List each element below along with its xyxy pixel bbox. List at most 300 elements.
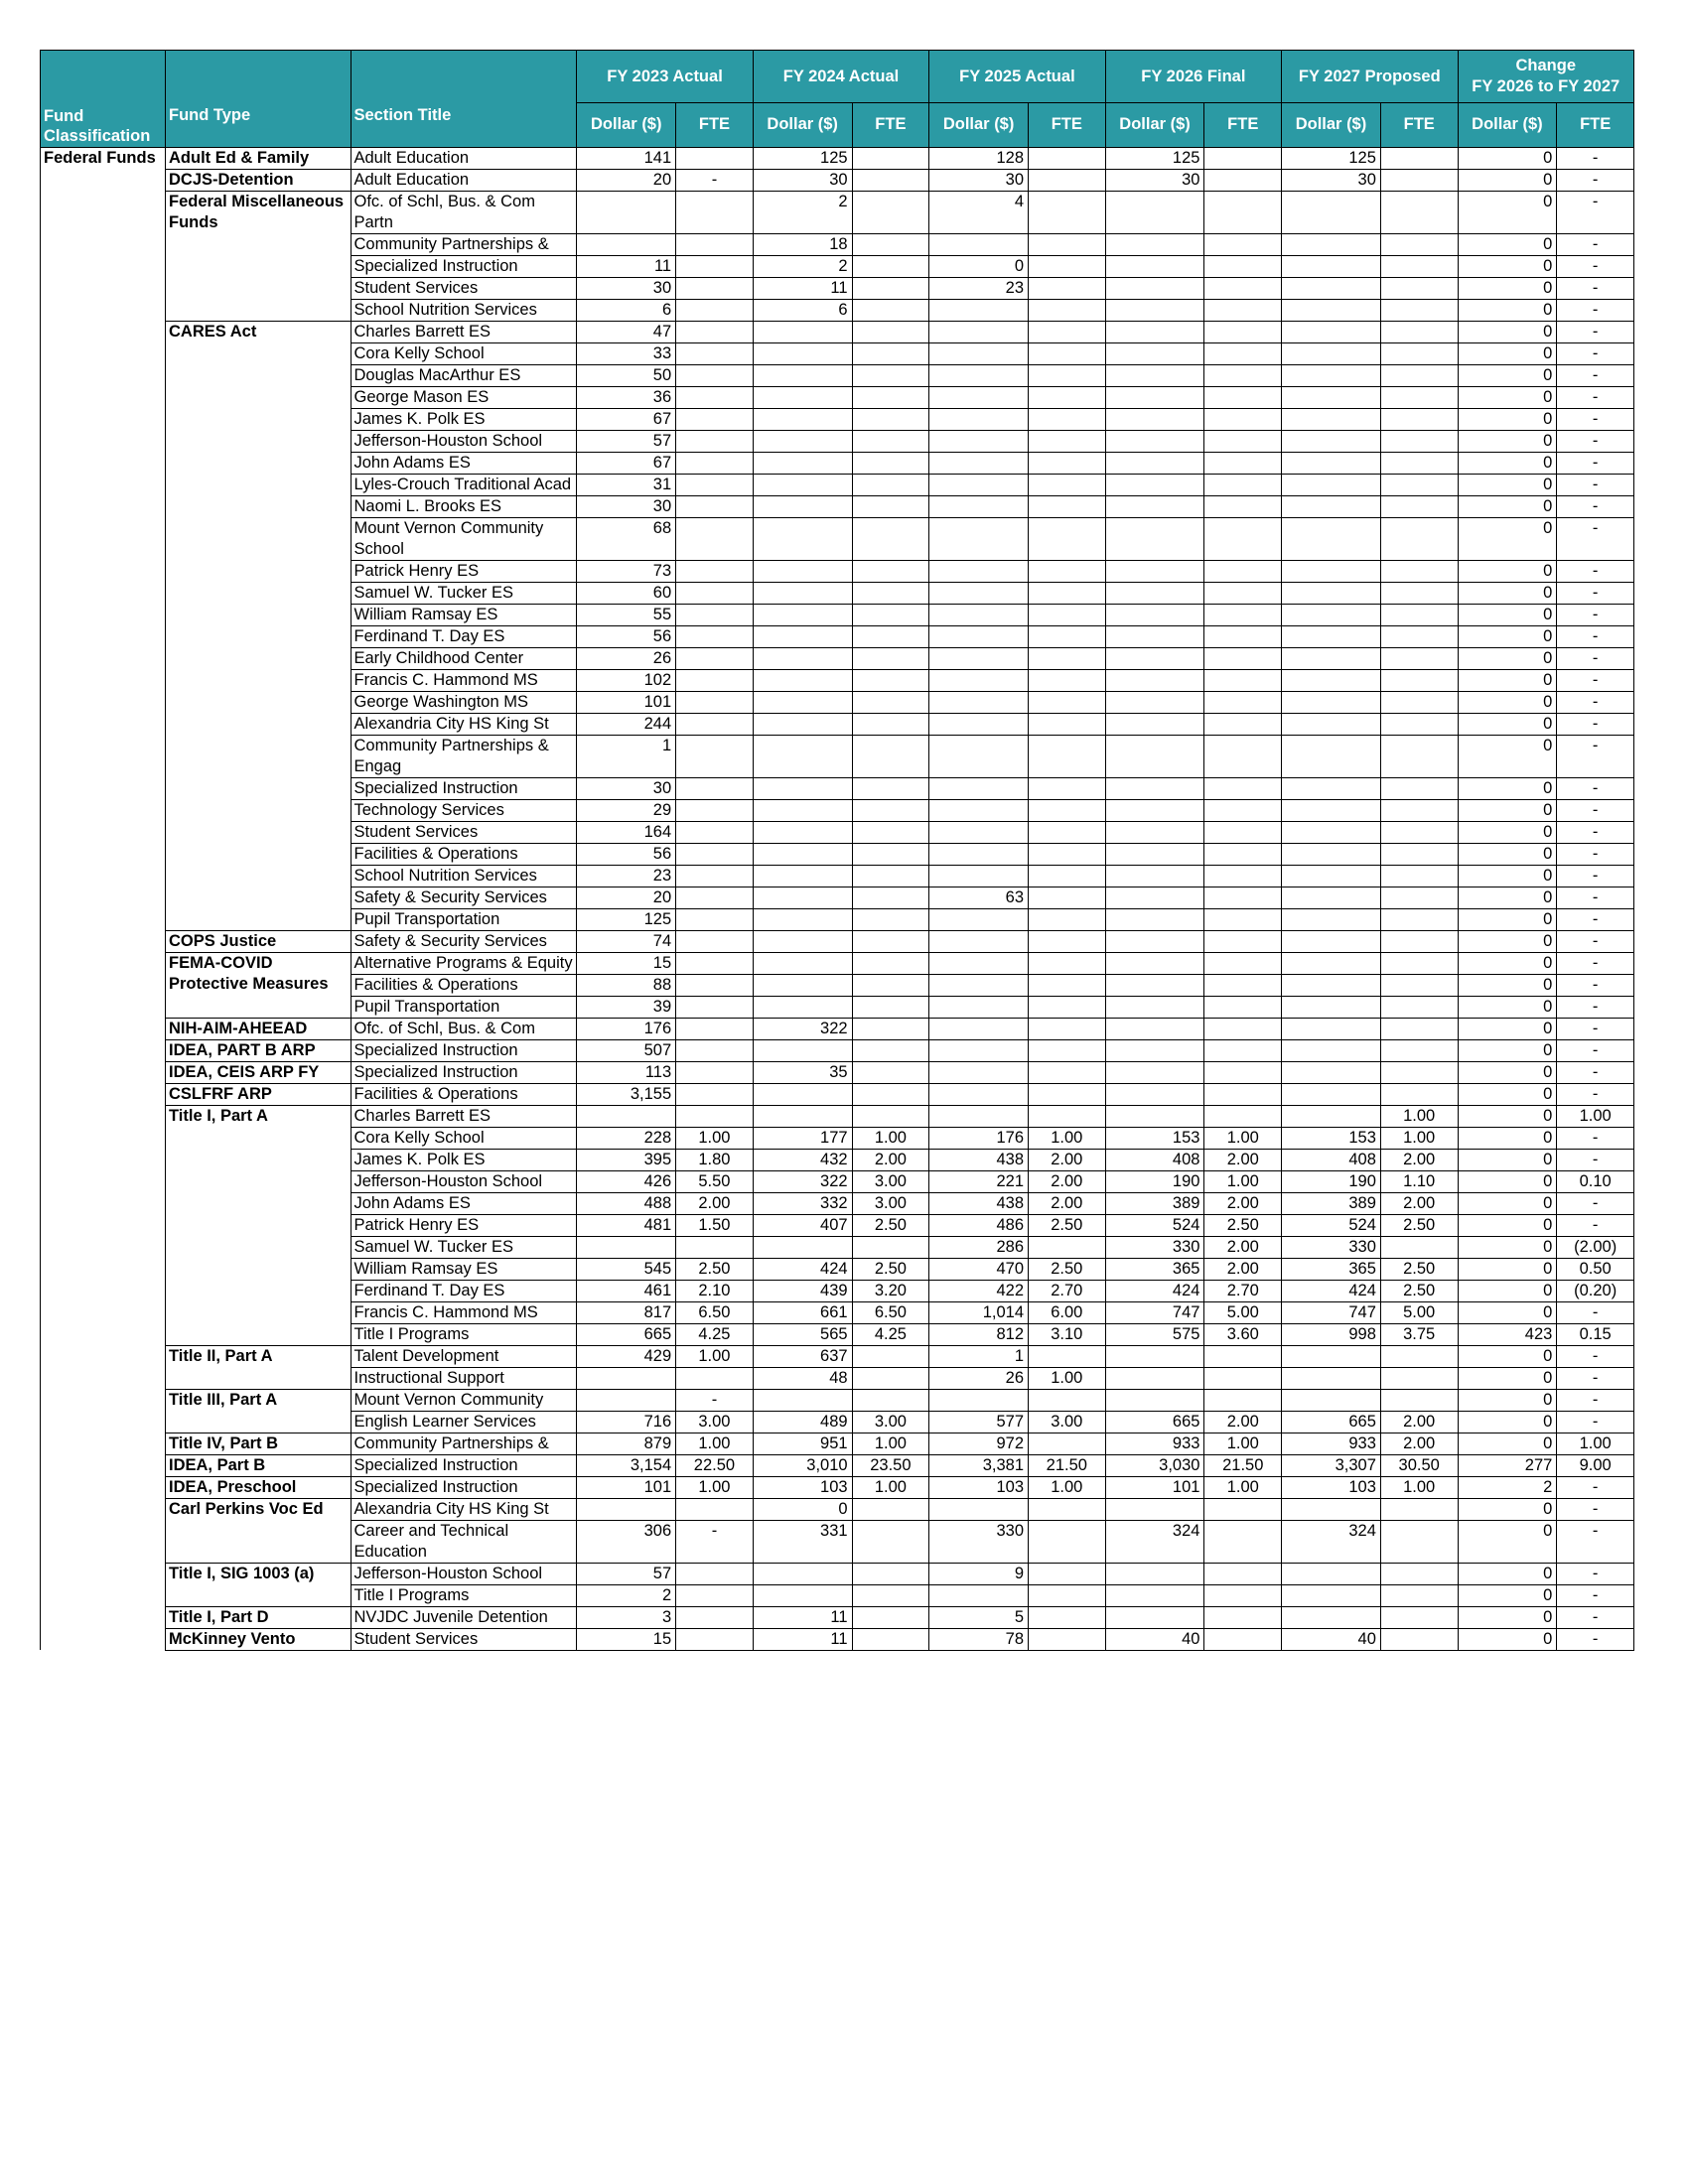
dollar-cell: 50: [577, 364, 676, 386]
dollar-cell: [1282, 321, 1381, 342]
header-fy2023: FY 2023 Actual: [577, 51, 753, 103]
fte-cell: 4.25: [852, 1323, 929, 1345]
dollar-cell: [753, 430, 852, 452]
dollar-cell: [753, 735, 852, 777]
fte-cell: [676, 321, 754, 342]
table-row: [41, 1105, 1634, 1127]
dollar-cell: [929, 1389, 1029, 1411]
dollar-cell: [753, 843, 852, 865]
dollar-cell: 15: [577, 1628, 676, 1650]
fte-cell: [676, 821, 754, 843]
dollar-cell: 23: [929, 277, 1029, 299]
section-title-cell: Cora Kelly School: [351, 1127, 577, 1149]
fte-cell: [1204, 1563, 1282, 1584]
dollar-cell: 0: [1458, 1628, 1557, 1650]
fte-cell: 1.00: [1380, 1476, 1458, 1498]
section-title-cell: Alternative Programs & Equity: [351, 952, 577, 974]
header-blank-1: [41, 51, 166, 103]
fte-cell: 3.00: [1029, 1411, 1106, 1433]
fte-cell: [676, 1018, 754, 1039]
dollar-cell: 0: [1458, 930, 1557, 952]
dollar-cell: 0: [1458, 1170, 1557, 1192]
fte-cell: -: [1557, 1083, 1634, 1105]
dollar-cell: [1282, 1584, 1381, 1606]
dollar-cell: [753, 604, 852, 625]
dollar-cell: 0: [1458, 865, 1557, 887]
fte-cell: [1029, 865, 1106, 887]
fte-cell: [676, 342, 754, 364]
fte-cell: [1204, 604, 1282, 625]
header-dollar-col: Dollar ($): [577, 103, 676, 148]
dollar-cell: 0: [1458, 996, 1557, 1018]
header-fte-col: FTE: [1029, 103, 1106, 148]
fte-cell: [1204, 843, 1282, 865]
fte-cell: [1029, 821, 1106, 843]
dollar-cell: [753, 821, 852, 843]
fte-cell: [1380, 582, 1458, 604]
dollar-cell: 0: [1458, 169, 1557, 191]
dollar-cell: 0: [1458, 1236, 1557, 1258]
fte-cell: [1204, 299, 1282, 321]
fund-type-cell: McKinney Vento: [166, 1628, 352, 1650]
fte-cell: [1380, 277, 1458, 299]
dollar-cell: 20: [577, 887, 676, 908]
dollar-cell: 228: [577, 1127, 676, 1149]
dollar-cell: 0: [753, 1498, 852, 1520]
fte-cell: [1204, 255, 1282, 277]
dollar-cell: [753, 887, 852, 908]
fund-type-cell: DCJS-Detention: [166, 169, 352, 191]
fte-cell: [1380, 865, 1458, 887]
dollar-cell: 0: [1458, 1563, 1557, 1584]
fund-type-cell: IDEA, Preschool: [166, 1476, 352, 1498]
header-dollar-col: Dollar ($): [1282, 103, 1381, 148]
dollar-cell: [577, 1236, 676, 1258]
fte-cell: [1204, 147, 1282, 169]
table-row: [41, 1345, 1634, 1367]
fte-cell: -: [1557, 799, 1634, 821]
dollar-cell: [1105, 713, 1204, 735]
table-row: [41, 952, 1634, 974]
fte-cell: [1380, 1236, 1458, 1258]
dollar-cell: [753, 408, 852, 430]
section-title-cell: Adult Education: [351, 169, 577, 191]
fte-cell: -: [1557, 713, 1634, 735]
dollar-cell: 423: [1458, 1323, 1557, 1345]
fte-cell: -: [1557, 517, 1634, 560]
dollar-cell: 661: [753, 1301, 852, 1323]
dollar-cell: [753, 560, 852, 582]
dollar-cell: 0: [929, 255, 1029, 277]
dollar-cell: 812: [929, 1323, 1029, 1345]
dollar-cell: [1282, 1345, 1381, 1367]
dollar-cell: [1282, 821, 1381, 843]
fte-cell: [676, 604, 754, 625]
dollar-cell: [929, 691, 1029, 713]
fte-cell: [1029, 1083, 1106, 1105]
fte-cell: [1029, 777, 1106, 799]
dollar-cell: 125: [753, 147, 852, 169]
fte-cell: 30.50: [1380, 1454, 1458, 1476]
header-fte-col: FTE: [1380, 103, 1458, 148]
fte-cell: [676, 452, 754, 474]
fte-cell: [1029, 342, 1106, 364]
dollar-cell: 0: [1458, 713, 1557, 735]
dollar-cell: [929, 952, 1029, 974]
dollar-cell: 6: [753, 299, 852, 321]
fte-cell: [1204, 560, 1282, 582]
dollar-cell: [1282, 799, 1381, 821]
dollar-cell: [929, 386, 1029, 408]
fte-cell: [852, 560, 929, 582]
dollar-cell: 306: [577, 1520, 676, 1563]
section-title-cell: Early Childhood Center: [351, 647, 577, 669]
dollar-cell: [1282, 865, 1381, 887]
fte-cell: 1.00: [1380, 1127, 1458, 1149]
fte-cell: -: [1557, 495, 1634, 517]
dollar-cell: 429: [577, 1345, 676, 1367]
fte-cell: 2.50: [852, 1258, 929, 1280]
header-fte-col: FTE: [852, 103, 929, 148]
fte-cell: [852, 321, 929, 342]
dollar-cell: [929, 799, 1029, 821]
dollar-cell: [1282, 1606, 1381, 1628]
dollar-cell: 0: [1458, 735, 1557, 777]
fte-cell: [676, 1105, 754, 1127]
fte-cell: 2.00: [1029, 1192, 1106, 1214]
fte-cell: [1204, 1389, 1282, 1411]
fte-cell: [1204, 974, 1282, 996]
dollar-cell: [753, 713, 852, 735]
dollar-cell: 63: [929, 887, 1029, 908]
dollar-cell: [929, 996, 1029, 1018]
fte-cell: 3.75: [1380, 1323, 1458, 1345]
dollar-cell: 0: [1458, 364, 1557, 386]
section-title-cell: Specialized Instruction: [351, 1061, 577, 1083]
fte-cell: [1204, 1061, 1282, 1083]
section-title-cell: Talent Development: [351, 1345, 577, 1367]
fte-cell: [852, 1345, 929, 1367]
fte-cell: [852, 147, 929, 169]
fte-cell: 2.00: [1204, 1192, 1282, 1214]
dollar-cell: 665: [1282, 1411, 1381, 1433]
dollar-cell: 408: [1105, 1149, 1204, 1170]
dollar-cell: [1282, 342, 1381, 364]
dollar-cell: [1105, 191, 1204, 233]
fte-cell: -: [1557, 974, 1634, 996]
fte-cell: [1204, 1628, 1282, 1650]
dollar-cell: [1282, 713, 1381, 735]
dollar-cell: [1105, 1389, 1204, 1411]
fte-cell: [1380, 386, 1458, 408]
dollar-cell: [929, 713, 1029, 735]
dollar-cell: [753, 1563, 852, 1584]
section-title-cell: George Washington MS: [351, 691, 577, 713]
fte-cell: 2.70: [1204, 1280, 1282, 1301]
dollar-cell: 125: [1282, 147, 1381, 169]
fte-cell: [1204, 1039, 1282, 1061]
fte-cell: 3.60: [1204, 1323, 1282, 1345]
dollar-cell: 0: [1458, 1345, 1557, 1367]
dollar-cell: 1,014: [929, 1301, 1029, 1323]
fte-cell: [852, 1039, 929, 1061]
dollar-cell: 817: [577, 1301, 676, 1323]
fte-cell: [676, 996, 754, 1018]
dollar-cell: 424: [753, 1258, 852, 1280]
dollar-cell: [1105, 255, 1204, 277]
fte-cell: [1204, 1584, 1282, 1606]
fte-cell: [1380, 930, 1458, 952]
fte-cell: [676, 430, 754, 452]
dollar-cell: [1105, 1367, 1204, 1389]
fte-cell: -: [1557, 1498, 1634, 1520]
fte-cell: [1380, 996, 1458, 1018]
dollar-cell: 36: [577, 386, 676, 408]
dollar-cell: [1105, 495, 1204, 517]
fte-cell: [852, 604, 929, 625]
dollar-cell: 0: [1458, 1411, 1557, 1433]
fte-cell: [676, 735, 754, 777]
header-fy2027: FY 2027 Proposed: [1282, 51, 1458, 103]
fte-cell: [1204, 191, 1282, 233]
fte-cell: [676, 930, 754, 952]
dollar-cell: 438: [929, 1192, 1029, 1214]
dollar-cell: 0: [1458, 1301, 1557, 1323]
fte-cell: 21.50: [1029, 1454, 1106, 1476]
fte-cell: [676, 799, 754, 821]
fte-cell: [676, 865, 754, 887]
fte-cell: [1380, 1520, 1458, 1563]
section-title-cell: Specialized Instruction: [351, 777, 577, 799]
fte-cell: [1029, 255, 1106, 277]
dollar-cell: [1282, 669, 1381, 691]
dollar-cell: 0: [1458, 1606, 1557, 1628]
dollar-cell: 0: [1458, 321, 1557, 342]
dollar-cell: [929, 735, 1029, 777]
fte-cell: -: [1557, 1345, 1634, 1367]
fte-cell: [1204, 777, 1282, 799]
dollar-cell: [1105, 364, 1204, 386]
fte-cell: 1.80: [676, 1149, 754, 1170]
fte-cell: [1380, 321, 1458, 342]
dollar-cell: 103: [929, 1476, 1029, 1498]
fte-cell: 1.00: [1557, 1105, 1634, 1127]
dollar-cell: [753, 321, 852, 342]
fte-cell: [1029, 277, 1106, 299]
fte-cell: [1029, 1520, 1106, 1563]
dollar-cell: [1105, 735, 1204, 777]
header-blank-3: [351, 51, 577, 103]
section-title-cell: Ofc. of Schl, Bus. & Com Partn: [351, 191, 577, 233]
dollar-cell: 998: [1282, 1323, 1381, 1345]
fte-cell: [1380, 843, 1458, 865]
fte-cell: -: [1557, 147, 1634, 169]
dollar-cell: [1282, 647, 1381, 669]
dollar-cell: [1282, 735, 1381, 777]
dollar-cell: [753, 517, 852, 560]
section-title-cell: Title I Programs: [351, 1584, 577, 1606]
dollar-cell: 20: [577, 169, 676, 191]
fte-cell: [676, 1083, 754, 1105]
dollar-cell: [1282, 474, 1381, 495]
dollar-cell: [1105, 386, 1204, 408]
fund-type-cell: COPS Justice: [166, 930, 352, 952]
fte-cell: [676, 517, 754, 560]
table-row: [41, 169, 1634, 191]
section-title-cell: Facilities & Operations: [351, 1083, 577, 1105]
dollar-cell: 103: [1282, 1476, 1381, 1498]
fte-cell: [1204, 930, 1282, 952]
section-title-cell: Student Services: [351, 1628, 577, 1650]
section-title-cell: James K. Polk ES: [351, 408, 577, 430]
fte-cell: [852, 843, 929, 865]
section-title-cell: Charles Barrett ES: [351, 1105, 577, 1127]
fte-cell: [1029, 147, 1106, 169]
section-title-cell: Jefferson-Houston School: [351, 1563, 577, 1584]
fte-cell: [1029, 386, 1106, 408]
dollar-cell: 30: [577, 495, 676, 517]
fte-cell: [852, 974, 929, 996]
dollar-cell: [1105, 930, 1204, 952]
section-title-cell: Technology Services: [351, 799, 577, 821]
fte-cell: [1029, 604, 1106, 625]
section-title-cell: Ofc. of Schl, Bus. & Com: [351, 1018, 577, 1039]
dollar-cell: [1105, 1584, 1204, 1606]
dollar-cell: 0: [1458, 843, 1557, 865]
dollar-cell: [577, 1367, 676, 1389]
dollar-cell: [753, 582, 852, 604]
fte-cell: [1380, 191, 1458, 233]
dollar-cell: 438: [929, 1149, 1029, 1170]
dollar-cell: [577, 1498, 676, 1520]
dollar-cell: [929, 430, 1029, 452]
dollar-cell: 565: [753, 1323, 852, 1345]
dollar-cell: 665: [577, 1323, 676, 1345]
fte-cell: [1204, 691, 1282, 713]
dollar-cell: 125: [1105, 147, 1204, 169]
dollar-cell: [1282, 255, 1381, 277]
dollar-cell: [1282, 843, 1381, 865]
fte-cell: [1204, 1367, 1282, 1389]
dollar-cell: 23: [577, 865, 676, 887]
dollar-cell: 0: [1458, 1433, 1557, 1454]
dollar-cell: 439: [753, 1280, 852, 1301]
dollar-cell: [929, 625, 1029, 647]
dollar-cell: 0: [1458, 1520, 1557, 1563]
table-row: [41, 1433, 1634, 1454]
fte-cell: -: [1557, 364, 1634, 386]
dollar-cell: 0: [1458, 191, 1557, 233]
dollar-cell: 507: [577, 1039, 676, 1061]
fte-cell: [852, 735, 929, 777]
fte-cell: -: [1557, 777, 1634, 799]
dollar-cell: 2: [753, 255, 852, 277]
section-title-cell: Student Services: [351, 277, 577, 299]
dollar-cell: 55: [577, 604, 676, 625]
dollar-cell: 277: [1458, 1454, 1557, 1476]
section-title-cell: Jefferson-Houston School: [351, 1170, 577, 1192]
fte-cell: 2.00: [1380, 1411, 1458, 1433]
fte-cell: [1380, 1061, 1458, 1083]
dollar-cell: 0: [1458, 474, 1557, 495]
fte-cell: [852, 386, 929, 408]
dollar-cell: [1282, 582, 1381, 604]
fte-cell: 2.70: [1029, 1280, 1106, 1301]
fte-cell: -: [1557, 1127, 1634, 1149]
fte-cell: 6.00: [1029, 1301, 1106, 1323]
fte-cell: [1380, 474, 1458, 495]
dollar-cell: 422: [929, 1280, 1029, 1301]
fte-cell: -: [1557, 1606, 1634, 1628]
dollar-cell: 3,381: [929, 1454, 1029, 1476]
dollar-cell: [1282, 386, 1381, 408]
dollar-cell: [753, 996, 852, 1018]
dollar-cell: 0: [1458, 342, 1557, 364]
dollar-cell: [929, 1083, 1029, 1105]
dollar-cell: [1105, 974, 1204, 996]
section-title-cell: Jefferson-Houston School: [351, 430, 577, 452]
dollar-cell: [1282, 1039, 1381, 1061]
fte-cell: [852, 865, 929, 887]
dollar-cell: 39: [577, 996, 676, 1018]
fte-cell: 2.50: [1380, 1258, 1458, 1280]
dollar-cell: [1105, 452, 1204, 474]
dollar-cell: 324: [1282, 1520, 1381, 1563]
fte-cell: 6.50: [852, 1301, 929, 1323]
fte-cell: [1029, 582, 1106, 604]
dollar-cell: 0: [1458, 887, 1557, 908]
dollar-cell: 3,155: [577, 1083, 676, 1105]
dollar-cell: 0: [1458, 299, 1557, 321]
dollar-cell: [1282, 777, 1381, 799]
section-title-cell: William Ramsay ES: [351, 1258, 577, 1280]
fte-cell: [1029, 691, 1106, 713]
fte-cell: [852, 277, 929, 299]
section-title-cell: John Adams ES: [351, 1192, 577, 1214]
fte-cell: [676, 1061, 754, 1083]
dollar-cell: 1: [577, 735, 676, 777]
fte-cell: [1029, 735, 1106, 777]
fte-cell: -: [1557, 1061, 1634, 1083]
fte-cell: [676, 669, 754, 691]
dollar-cell: 125: [577, 908, 676, 930]
fte-cell: -: [676, 169, 754, 191]
dollar-cell: [1282, 974, 1381, 996]
dollar-cell: 0: [1458, 1061, 1557, 1083]
dollar-cell: 0: [1458, 430, 1557, 452]
fte-cell: [1029, 1584, 1106, 1606]
fte-cell: [676, 843, 754, 865]
section-title-cell: Samuel W. Tucker ES: [351, 582, 577, 604]
dollar-cell: [1105, 1039, 1204, 1061]
dollar-cell: 9: [929, 1563, 1029, 1584]
header-dollar-col: Dollar ($): [753, 103, 852, 148]
dollar-cell: [1105, 887, 1204, 908]
dollar-cell: 0: [1458, 691, 1557, 713]
section-title-cell: Community Partnerships &: [351, 233, 577, 255]
fte-cell: -: [1557, 843, 1634, 865]
fte-cell: 2.00: [1029, 1170, 1106, 1192]
fte-cell: 21.50: [1204, 1454, 1282, 1476]
fte-cell: [1204, 1520, 1282, 1563]
fte-cell: [1204, 408, 1282, 430]
dollar-cell: 322: [753, 1170, 852, 1192]
fte-cell: [852, 1520, 929, 1563]
dollar-cell: 67: [577, 408, 676, 430]
fte-cell: -: [1557, 1039, 1634, 1061]
dollar-cell: 11: [753, 1606, 852, 1628]
fte-cell: [1029, 233, 1106, 255]
